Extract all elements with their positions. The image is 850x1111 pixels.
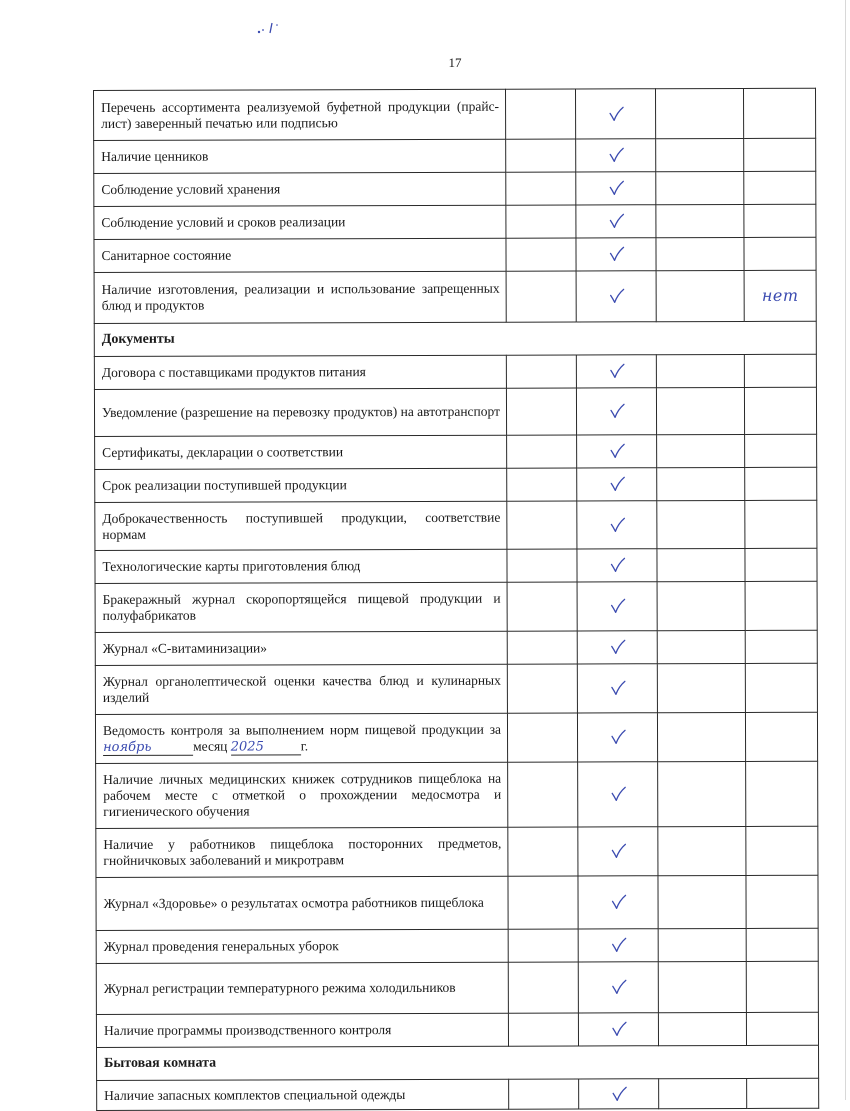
answer-cell-extra	[657, 581, 745, 630]
remark-cell	[745, 630, 817, 663]
remark-cell	[746, 875, 818, 928]
handwritten-check-icon	[608, 444, 626, 460]
answer-cell-no	[505, 89, 575, 139]
section-row	[94, 321, 816, 356]
answer-cell-yes	[578, 762, 658, 827]
year-suffix: г.	[300, 737, 309, 753]
answer-cell-yes	[577, 549, 657, 582]
answer-cell-yes	[576, 238, 656, 271]
answer-cell-yes	[577, 582, 657, 631]
answer-cell-yes	[576, 172, 656, 205]
remark-cell	[745, 581, 817, 630]
answer-cell-extra	[656, 354, 744, 387]
section-heading: Документы	[94, 321, 816, 356]
answer-cell-no	[507, 631, 577, 664]
remark-cell	[744, 387, 816, 434]
answer-cell-extra	[656, 387, 744, 434]
answer-cell-no	[508, 962, 578, 1013]
answer-cell-extra	[656, 171, 744, 204]
answer-cell-extra	[658, 875, 746, 928]
handwritten-check-icon	[608, 558, 626, 574]
answer-cell-yes	[576, 355, 656, 388]
answer-cell-extra	[658, 928, 746, 961]
handwritten-check-icon	[607, 214, 625, 230]
handwritten-check-icon	[607, 181, 625, 197]
requirement-text: Договора с поставщиками продуктов питания	[94, 355, 506, 389]
remark-cell	[744, 237, 816, 270]
checklist-row	[96, 1012, 818, 1047]
answer-cell-yes	[578, 827, 658, 876]
remark-cell	[746, 826, 818, 875]
handwritten-check-icon	[609, 844, 627, 860]
answer-cell-no	[507, 664, 577, 713]
requirement-text: Наличие у работников пищеблока посторонних предметов, гнойничковых заболеваний и микротравм	[96, 827, 508, 877]
handwritten-check-icon	[607, 148, 625, 164]
answer-cell-no	[508, 876, 578, 929]
answer-cell-no	[506, 388, 576, 435]
answer-cell-no	[507, 435, 577, 468]
requirement-text: Журнал «С-витаминизации»	[95, 631, 507, 665]
handwritten-remark: нет	[761, 285, 799, 305]
section-row	[97, 1045, 819, 1080]
answer-cell-yes	[578, 1013, 658, 1046]
handwritten-check-icon	[609, 787, 627, 803]
answer-cell-yes	[576, 271, 656, 322]
answer-cell-extra	[657, 467, 745, 500]
answer-cell-extra	[658, 761, 746, 826]
section-heading: Бытовая комната	[97, 1045, 819, 1080]
requirement-text: Наличие личных медицинских книжек сотрудников пищеблока на рабочем месте с отметкой о прохождении медосмотра и гигиенического обучения	[96, 762, 508, 828]
answer-cell-no	[507, 582, 577, 631]
requirement-text: Технологические карты приготовления блюд	[95, 549, 507, 583]
requirement-text: Журнал органолептической оценки качества блюд и кулинарных изделий	[95, 664, 507, 714]
answer-cell-no	[508, 1013, 578, 1046]
answer-cell-extra	[657, 434, 745, 467]
handwritten-check-icon	[609, 980, 627, 996]
answer-cell-yes	[577, 664, 657, 713]
remark-cell	[745, 548, 817, 581]
answer-cell-no	[506, 139, 576, 172]
checklist-row	[96, 761, 818, 828]
requirement-text: Доброкачественность поступившей продукции, соответствие нормам	[95, 501, 507, 550]
requirement-text: Соблюдение условий хранения	[94, 172, 506, 206]
answer-cell-extra	[658, 961, 746, 1012]
remark-cell	[745, 663, 817, 712]
handwritten-check-icon	[607, 106, 625, 122]
answer-cell-no	[507, 468, 577, 501]
requirement-text: Срок реализации поступившей продукции	[95, 468, 507, 502]
requirement-text: Бракеражный журнал скоропортящейся пищевой продукции и полуфабрикатов	[95, 582, 507, 632]
remark-cell	[743, 88, 815, 138]
answer-cell-yes	[579, 1079, 659, 1109]
remark-cell	[746, 961, 818, 1012]
answer-cell-extra	[658, 826, 746, 875]
requirement-text: Наличие ценников	[94, 139, 506, 173]
answer-cell-extra	[657, 663, 745, 712]
remark-cell	[744, 138, 816, 171]
answer-cell-yes	[577, 713, 657, 762]
answer-cell-extra	[655, 88, 743, 138]
scan-specks	[255, 18, 285, 38]
answer-cell-no	[506, 271, 576, 322]
checklist-row	[94, 387, 816, 436]
requirement-text: Сертификаты, декларации о соответствии	[95, 435, 507, 469]
answer-cell-extra	[659, 1078, 747, 1108]
requirement-text: Наличие изготовления, реализации и использование запрещенных блюд и продуктов	[94, 271, 506, 323]
answer-cell-extra	[657, 548, 745, 581]
checklist-row	[95, 630, 817, 665]
remark-cell	[747, 1078, 819, 1108]
answer-cell-no	[508, 827, 578, 876]
checklist-row	[94, 88, 816, 140]
answer-cell-yes	[578, 876, 658, 929]
answer-cell-yes	[577, 631, 657, 664]
checklist-row	[97, 1078, 819, 1110]
answer-cell-extra	[657, 500, 745, 548]
answer-cell-extra	[656, 270, 744, 321]
handwritten-check-icon	[607, 404, 625, 420]
answer-cell-extra	[656, 138, 744, 171]
requirement-text: Санитарное состояние	[94, 238, 506, 272]
handwritten-month-field: ноябрь	[103, 740, 193, 755]
answer-cell-yes	[575, 89, 655, 139]
handwritten-check-icon	[609, 895, 627, 911]
answer-cell-yes	[577, 468, 657, 501]
handwritten-check-icon	[608, 681, 626, 697]
answer-cell-no	[507, 501, 577, 549]
requirement-text: Журнал «Здоровье» о результатах осмотра работников пищеблока	[96, 876, 508, 930]
remark-cell	[744, 204, 816, 237]
answer-cell-yes	[576, 205, 656, 238]
checklist-row	[94, 204, 816, 239]
remark-cell	[745, 712, 817, 761]
remark-cell	[745, 434, 817, 467]
requirement-text-lead: Ведомость контроля за выполнением норм пищевой продукции за	[102, 721, 502, 738]
answer-cell-extra	[657, 630, 745, 663]
answer-cell-no	[508, 762, 578, 827]
page-number: 17	[448, 55, 462, 70]
answer-cell-yes	[578, 962, 658, 1013]
requirement-text: Уведомление (разрешение на перевозку продуктов) на автотранспорт	[94, 388, 506, 436]
remark-cell	[745, 467, 817, 500]
remark-cell	[746, 928, 818, 961]
answer-cell-no	[507, 713, 577, 762]
remark-cell	[746, 761, 818, 826]
requirement-text: Перечень ассортимента реализуемой буфетной продукции (прайс-лист) заверенный печатью или подписью	[94, 89, 506, 140]
scan-edge	[845, 0, 846, 1100]
checklist-row	[96, 826, 818, 877]
remark-cell	[744, 270, 816, 321]
answer-cell-extra	[658, 1012, 746, 1045]
handwritten-check-icon	[609, 938, 627, 954]
answer-cell-no	[506, 355, 576, 388]
answer-cell-yes	[578, 929, 658, 962]
remark-cell	[744, 354, 816, 387]
answer-cell-yes	[577, 501, 657, 549]
handwritten-check-icon	[609, 1022, 627, 1038]
checklist-row	[94, 171, 816, 206]
requirement-text	[95, 713, 507, 763]
handwritten-check-icon	[608, 640, 626, 656]
answer-cell-no	[506, 238, 576, 271]
requirement-text: Наличие программы производственного контроля	[96, 1013, 508, 1047]
answer-cell-yes	[576, 388, 656, 435]
checklist-row	[95, 467, 817, 502]
checklist-row	[95, 712, 817, 763]
answer-cell-no	[506, 172, 576, 205]
answer-cell-extra	[656, 237, 744, 270]
requirement-text: Журнал регистрации температурного режима холодильников	[96, 962, 508, 1014]
requirement-text: Журнал проведения генеральных уборок	[96, 929, 508, 963]
month-label: месяц	[193, 738, 228, 754]
handwritten-check-icon	[608, 517, 626, 533]
handwritten-check-icon	[608, 599, 626, 615]
checklist-table	[93, 88, 819, 1111]
checklist-row	[94, 138, 816, 173]
handwritten-check-icon	[607, 247, 625, 263]
checklist-row	[95, 663, 817, 714]
requirement-text: Соблюдение условий и сроков реализации	[94, 205, 506, 239]
checklist-row	[94, 354, 816, 389]
checklist-row	[95, 500, 817, 550]
answer-cell-extra	[657, 712, 745, 761]
checklist-row	[95, 548, 817, 583]
remark-cell	[746, 1012, 818, 1045]
handwritten-check-icon	[608, 477, 626, 493]
answer-cell-extra	[656, 204, 744, 237]
remark-cell	[744, 171, 816, 204]
requirement-text: Наличие запасных комплектов специальной одежды	[97, 1079, 509, 1110]
checklist-row	[94, 270, 816, 323]
handwritten-year-field: 2025	[231, 740, 301, 755]
answer-cell-yes	[577, 435, 657, 468]
checklist-row	[96, 875, 818, 930]
checklist-row	[96, 928, 818, 963]
answer-cell-yes	[576, 139, 656, 172]
checklist-row	[95, 434, 817, 469]
answer-cell-no	[507, 549, 577, 582]
handwritten-check-icon	[607, 364, 625, 380]
checklist-row	[94, 237, 816, 272]
remark-cell	[745, 500, 817, 548]
answer-cell-no	[509, 1079, 579, 1109]
checklist-row	[95, 581, 817, 632]
answer-cell-no	[508, 929, 578, 962]
handwritten-check-icon	[609, 730, 627, 746]
answer-cell-no	[506, 205, 576, 238]
checklist-row	[96, 961, 818, 1014]
handwritten-check-icon	[607, 289, 625, 305]
